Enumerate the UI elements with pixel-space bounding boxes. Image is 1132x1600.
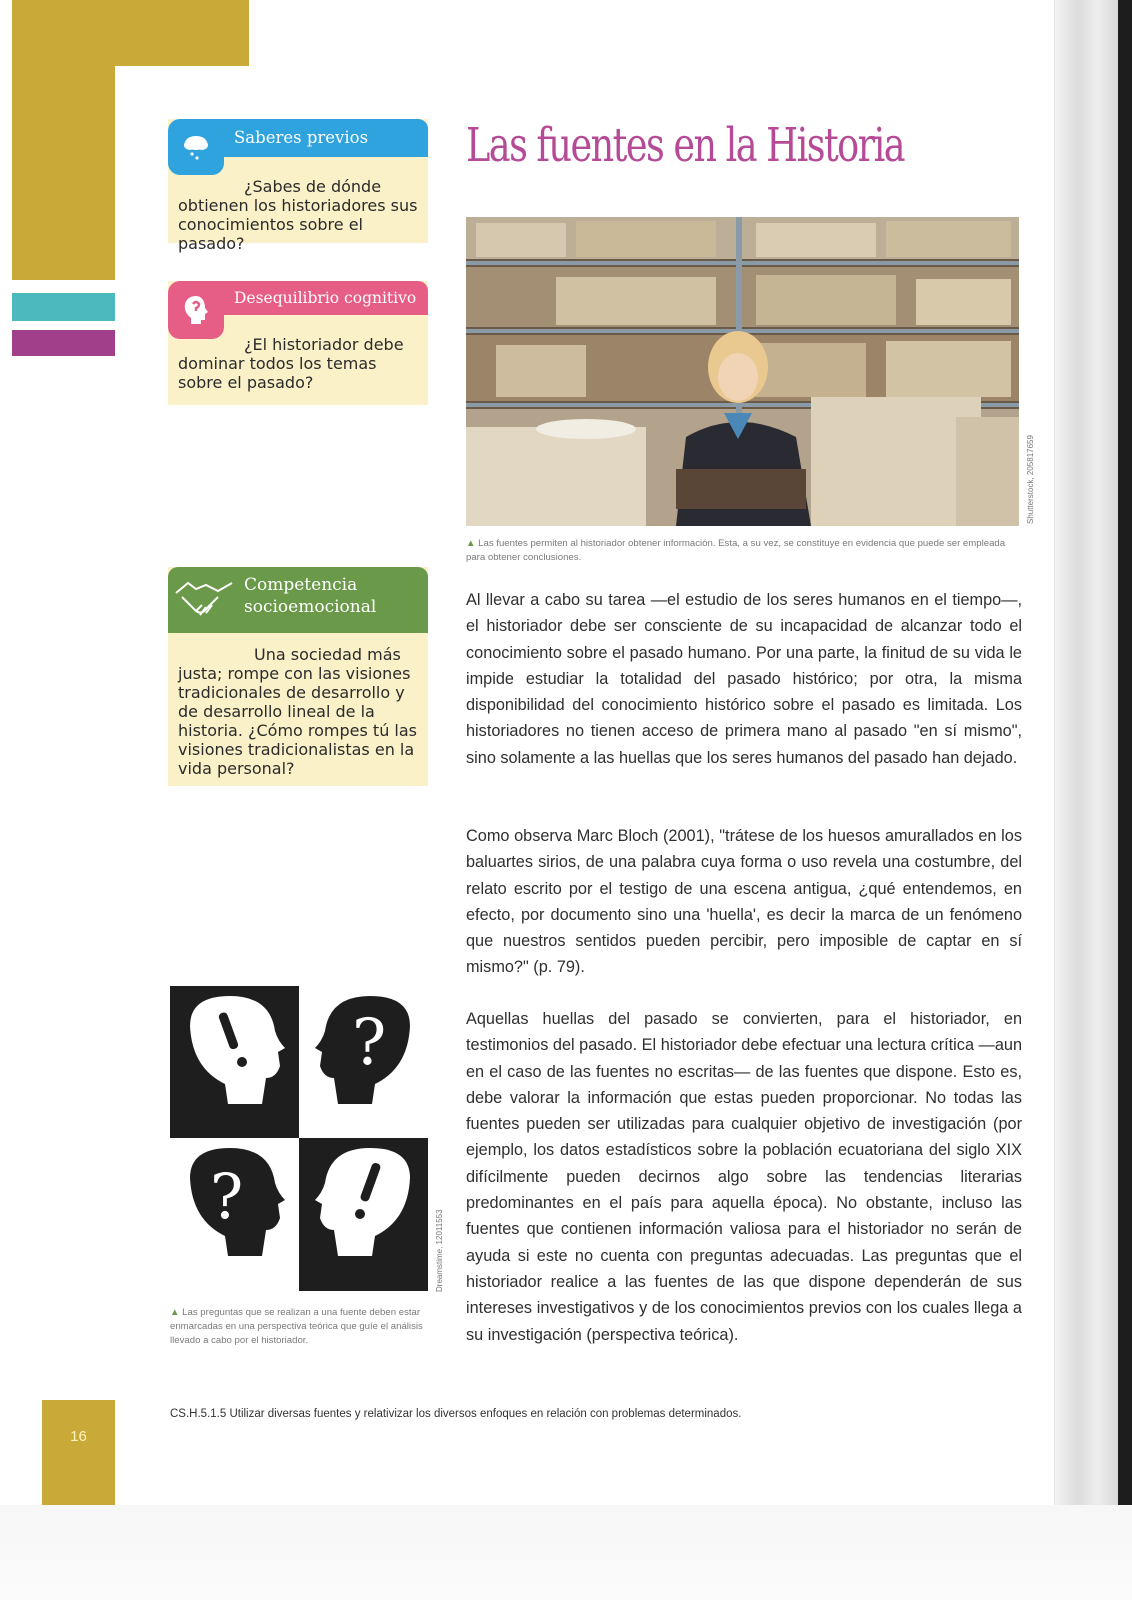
- gold-side-band: [12, 66, 115, 280]
- gold-header-band: [12, 0, 249, 66]
- page-number: 16: [70, 1428, 87, 1445]
- teal-band: [12, 293, 115, 321]
- photo-credit: Shutterstock, 205817659: [1026, 435, 1035, 524]
- competencia-text: Una sociedad más justa; rompe con las visiones tradicionales de desarrollo y de desarrollo lineal de la historia. ¿Cómo rompes tú las visiones tradicionalistas en la vida personal?: [178, 645, 418, 778]
- archive-photo: [466, 217, 1019, 526]
- saberes-previos-question: ¿Sabes de dónde obtienen los historiadores sus conocimientos sobre el pasado?: [178, 177, 418, 253]
- page-title: Las fuentes en la Historia: [466, 118, 905, 173]
- desequilibrio-title: Desequilibrio cognitivo: [234, 289, 417, 307]
- saberes-previos-box: [168, 119, 428, 253]
- saberes-previos-header: [198, 119, 428, 157]
- body-paragraph-3: Aquellas huellas del pasado se convierten, para el historiador, en testimonios del pasado. El historiador debe efectuar una lectura crítica —aun en el caso de las fuentes no escritas— de las fuentes que dispone. Esto es, debe valorar la información que estas pueden proporcionar. No todas las fuentes pueden ser utilizadas para cualquier objetivo de investigación (por ejemplo, los datos estadísticos sobre la población ecuatoriana del siglo XIX difícilmente pueden decirnos algo sobre las tendencias literarias predominantes en el país para aquella época). No obstante, incluso las fuentes que contienen información valiosa para el historiador no serán de ayuda si este no cuenta con preguntas adecuadas. Las preguntas que el historiador realice a las fuentes de las que dispone dependerán de sus intereses investigativos y de los conocimientos previos con los cuales llega a su investigación (perspectiva teórica).: [466, 1010, 1022, 1344]
- body-paragraph-2: Como observa Marc Bloch (2001), "trátese de los huesos amurallados en los baluartes sirios, de una palabra cuya forma o uso revela una costumbre, del relato escrito por el testigo de una escena antigua, ¿qué entendemos, en efecto, por documento sino una 'huella', es decir la marca de un fenómeno que nuestros sentidos pueden percibir, pero imposible de captar en sí mismo?" (p. 79).: [466, 827, 1022, 977]
- svg-text:?: ?: [210, 1160, 244, 1233]
- competencia-socioemocional-box: [168, 567, 428, 786]
- competencia-title-line2: socioemocional: [244, 597, 377, 617]
- heads-illustration: [170, 986, 428, 1291]
- competencia-title-line1: Competencia: [244, 575, 358, 595]
- handshake-icon: [172, 575, 236, 625]
- photo-caption: ▲ Las fuentes permiten al historiador obtener información. Esta, a su vez, se constituye en evidencia que puede ser empleada para obtener conclusiones.: [466, 538, 1006, 563]
- svg-text:?: ?: [352, 1006, 387, 1080]
- gold-page-tab: [42, 1400, 115, 1505]
- caption-triangle-icon: ▲: [170, 1307, 180, 1318]
- illustration-caption: ▲ Las preguntas que se realizan a una fuente deben estar enmarcadas en una perspectiva teórica que guíe el análisis llevado a cabo por el historiador.: [170, 1307, 423, 1346]
- caption-triangle-icon: ▲: [466, 538, 476, 549]
- cloud-rain-icon: [168, 119, 224, 175]
- desequilibrio-cognitivo-box: [168, 281, 428, 405]
- purple-band: [12, 330, 115, 356]
- book-edge: [1118, 0, 1132, 1505]
- desequilibrio-header: [198, 281, 428, 315]
- desequilibrio-question: ¿El historiador debe dominar todos los temas sobre el pasado?: [178, 335, 404, 392]
- scan-margin: [0, 1505, 1132, 1600]
- saberes-previos-title: Saberes previos: [234, 128, 369, 147]
- curriculum-standard: CS.H.5.1.5 Utilizar diversas fuentes y relativizar los diversos enfoques en relación con problemas determinados.: [170, 1408, 742, 1420]
- illustration-credit: Dreamstime, 12011553: [435, 1209, 444, 1292]
- body-paragraph-1: Al llevar a cabo su tarea —el estudio de los seres humanos en el tiempo—, el historiador debe ser consciente de su incapacidad de alcanzar todo el conocimiento sobre el pasado humano. Por una parte, la finitud de su vida le impide estudiar la totalidad del pasado histórico; por otra, la misma disponibilidad del conocimiento histórico sobre el pasado es limitada. Los historiadores no tienen acceso de primera mano al pasado "en sí mismo", sino solamente a las huellas que los seres humanos del pasado han dejado.: [466, 591, 1022, 767]
